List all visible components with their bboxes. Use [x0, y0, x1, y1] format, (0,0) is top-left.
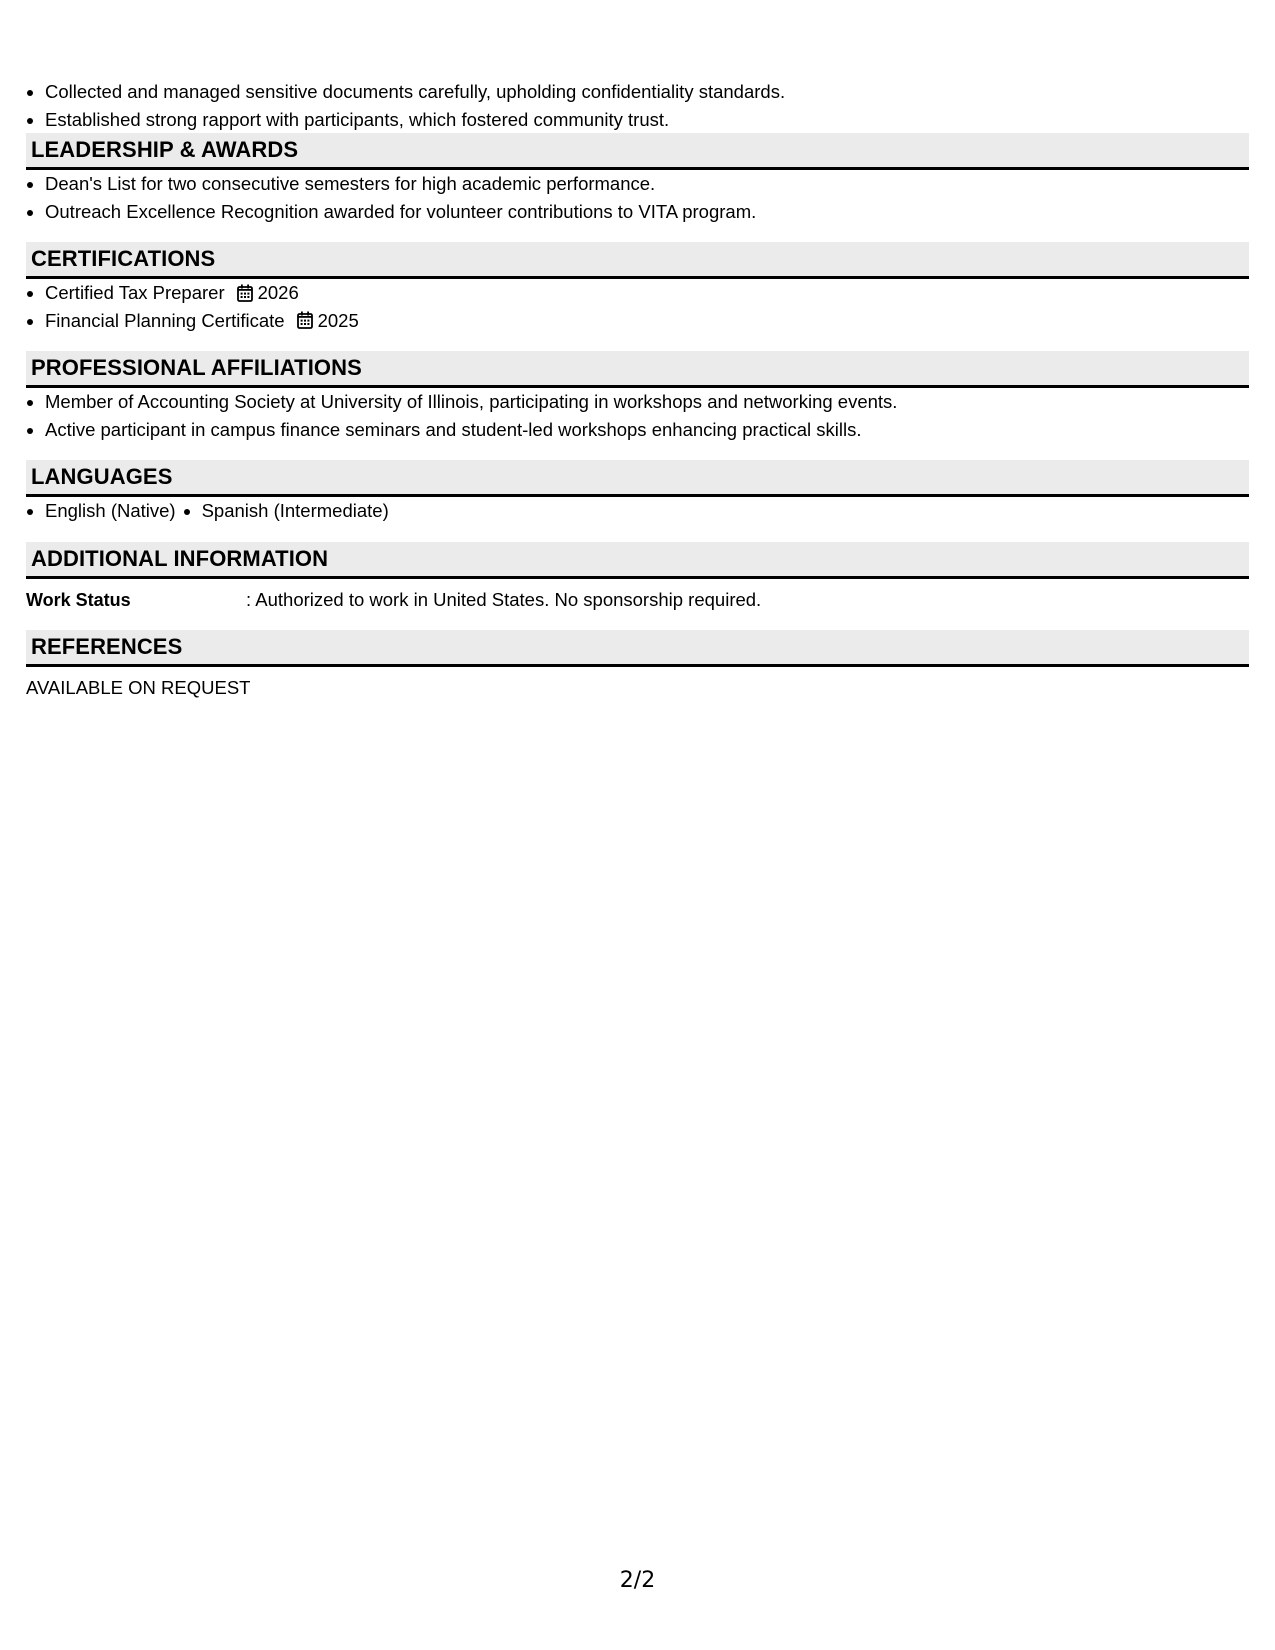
calendar-icon [297, 311, 313, 329]
list-item: • Active participant in campus finance seminars and student-led workshops enhancing practical skills. [45, 416, 1249, 444]
section-heading: PROFESSIONAL AFFILIATIONS [26, 351, 1249, 388]
work-status-label: Work Status [26, 589, 131, 610]
list-item: • Member of Accounting Society at University of Illinois, participating in workshops and networking events. [45, 388, 1249, 416]
page-number: 2/2 [619, 1568, 656, 1593]
affiliations-list [26, 388, 1249, 443]
certification-name: • Certified Tax Preparer [45, 282, 225, 303]
language-item: • English (Native) [45, 497, 176, 525]
calendar-icon [237, 284, 253, 302]
list-item [45, 307, 1249, 335]
section-heading: LANGUAGES [26, 460, 1249, 497]
certification-name: • Financial Planning Certificate [45, 309, 285, 331]
certifications-list [26, 279, 1249, 334]
work-status-value: : Authorized to work in United States. No sponsorship required. [246, 588, 762, 610]
certifications-section [26, 242, 1249, 334]
section-heading: ADDITIONAL INFORMATION [26, 542, 1249, 579]
list-item: • Dean's List for two consecutive semesters for high academic performance. [45, 170, 1249, 198]
languages-list [26, 497, 1249, 525]
section-heading: REFERENCES [26, 630, 1249, 667]
experience-continued-list [26, 78, 1249, 133]
references-section [26, 630, 1249, 701]
section-heading: LEADERSHIP & AWARDS [26, 133, 1249, 170]
language-item: • Spanish (Intermediate) [202, 497, 389, 525]
list-item: • Outreach Excellence Recognition awarded for volunteer contributions to VITA program. [45, 198, 1249, 226]
leadership-list [26, 170, 1249, 225]
work-status-row [26, 587, 1249, 613]
additional-info-section [26, 542, 1249, 613]
resume-page [26, 78, 1249, 718]
list-item: • Established strong rapport with participants, which fostered community trust. [45, 106, 1249, 134]
references-text: AVAILABLE ON REQUEST [26, 676, 251, 698]
languages-section [26, 460, 1249, 525]
list-item [45, 279, 1249, 307]
section-heading: CERTIFICATIONS [26, 242, 1249, 279]
certification-year: 2026 [257, 282, 299, 303]
affiliations-section [26, 351, 1249, 443]
list-item: • Collected and managed sensitive documents carefully, upholding confidentiality standards. [45, 78, 1249, 106]
certification-year: 2025 [317, 309, 359, 331]
leadership-section [26, 133, 1249, 225]
